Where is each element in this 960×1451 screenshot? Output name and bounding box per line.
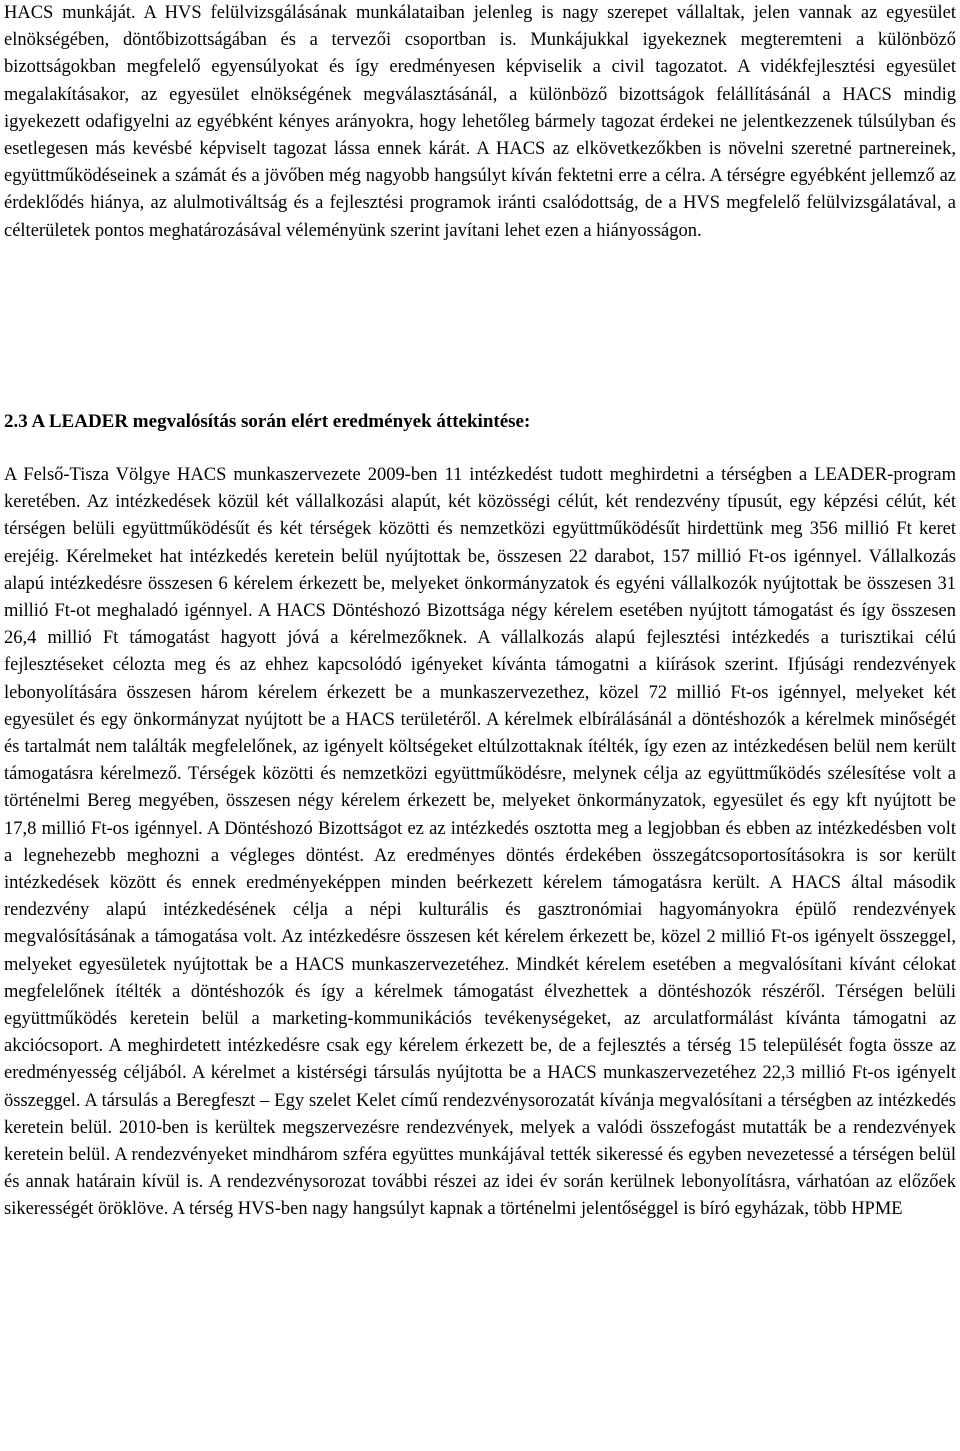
paragraph-partnership: HACS munkáját. A HVS felülvizsgálásának munkálataiban jelenleg is nagy szerepet vállaltak, jelen vannak az egyesület elnökségében, döntőbizottságában és a tervezői csoportban is. Munkájukkal igyekeznek megteremteni a különböző bizottságokban megfelelő egyensúlyokat és így eredményesen képviselik a civil tagozatot. A vidékfejlesztési egyesület megalakításakor, az egyesület elnökségének megválasztásánál, a különböző bizottságok felállításánál a HACS mindig igyekezett odafigyelni az egyébként kényes arányokra, hogy lehetőleg bármely tagozat érdekei ne jelentkezzenek túlsúlyban és esetlegesen más kevésbé képviselt tagozat lássa ennek kárát. A HACS az elkövetkezőkben is növelni szeretné partnereinek, együttműködéseinek a számát és a jövőben még nagyobb hangsúlyt kíván fektetni erre a célra. A térségre egyébként jellemző az érdeklődés hiánya, az alulmotiváltság és a fejlesztési programok iránti csalódottság, de a HVS megfelelő felülvizsgálatával, a célterületek pontos meghatározásával véleményünk szerint javítani lehet ezen a hiányosságon. (4, 3, 956, 241)
paragraph-leader-results: A Felső-Tisza Völgye HACS munkaszervezete 2009-ben 11 intézkedést tudott meghirdetni a térségben a LEADER-program keretében. Az intézkedések közül két vállalkozási alapút, két közösségi célút, két rendezvény típusút, egy képzési célút, két térségen belüli együttműködésűt és két térségek közötti és nemzetközi együttműködésűt hirdettünk meg 356 millió Ft keret erejéig. Kérelmeket hat intézkedés keretein belül nyújtottak be, összesen 22 darabot, 157 millió Ft-os igénnyel. Vállalkozás alapú intézkedésre összesen 6 kérelem érkezett be, melyeket önkormányzatok és egyéni vállalkozók nyújtottak be összesen 31 millió Ft-ot meghaladó igénnyel. A HACS Döntéshozó Bizottsága négy kérelem esetében nyújtott támogatást és így összesen 26,4 millió Ft támogatást hagyott jóvá a kérelmezőknek. A vállalkozás alapú fejlesztési intézkedés a turisztikai célú fejlesztéseket célozta meg és az ehhez kapcsolódó igényeket kívánta támogatni a kiírások szerint. Ifjúsági rendezvények lebonyolítására összesen három kérelem érkezett be a munkaszervezethez, közel 72 millió Ft-os igénnyel, melyeket két egyesület és egy önkormányzat nyújtott be a HACS területéről. A kérelmek elbírálásánál a döntéshozók a kérelmek minőségét és tartalmát nem találták megfelelőnek, az igényelt költségeket eltúlzottaknak ítélték, így ezen az intézkedésen belül nem került támogatásra kérelmező. Térségek közötti és nemzetközi együttműködésre, melynek célja az együttműködés szélesítése volt a történelmi Bereg megyében, összesen négy kérelem érkezett be, melyeket önkormányzatok, egyesület és egy kft nyújtott be 17,8 millió Ft-os igénnyel. A Döntéshozó Bizottságot ez az intézkedés osztotta meg a legjobban és ebben az intézkedésben volt a legnehezebb meghozni a végleges döntést. Az eredményes döntés érdekében összegátcsoportosításokra is sor került intézkedések között és ennek eredményeképpen minden beérkezett kérelem támogatásra került. A HACS által második rendezvény alapú intézkedésének célja a népi kulturális és gasztronómiai hagyományokra épülő rendezvények megvalósításának a támogatása volt. Az intézkedésre összesen két kérelem érkezett be, közel 2 millió Ft-os igényelt összeggel, melyeket egyesületek nyújtottak be a HACS munkaszervezetéhez. Mindkét kérelem esetében a megvalósítani kívánt célokat megfelelőnek ítélték a döntéshozók és így a kérelmek támogatást élvezhettek a döntéshozók részéről. Térségen belüli együttműködés keretein belül a marketing-kommunikációs tevékenységeket, az arculatformálást kívánta támogatni az akciócsoport. A meghirdetett intézkedésre csak egy kérelem érkezett be, de a fejlesztés a térség 15 települését fogta össze az eredményesség céljából. A kérelmet a kistérségi társulás nyújtotta be a HACS munkaszervezetéhez 22,3 millió Ft-os igényelt összeggel. A társulás a Beregfeszt – Egy szelet Kelet című rendezvénysorozatát kívánja megvalósítani a térségben az intézkedés keretein belül. 2010-ben is kerültek megszervezésre rendezvények, melyek a valódi összefogást mutatták be a rendezvények keretein belül. A rendezvényeket mindhárom szféra együttes munkájával tették sikeressé és egyben nevezetessé a térségen belül és annak határain kívül is. A rendezvénysorozat további részei az idei év során kerülnek lebonyolításra, várhatóan az előzőek sikerességét öröklöve. A térség HVS-ben nagy hangsúlyt kapnak a történelmi jelentőséggel is bíró egyházak, több HPME (4, 465, 956, 1220)
section-heading: 2.3 A LEADER megvalósítás során elért eredmények áttekintése: (4, 411, 531, 432)
